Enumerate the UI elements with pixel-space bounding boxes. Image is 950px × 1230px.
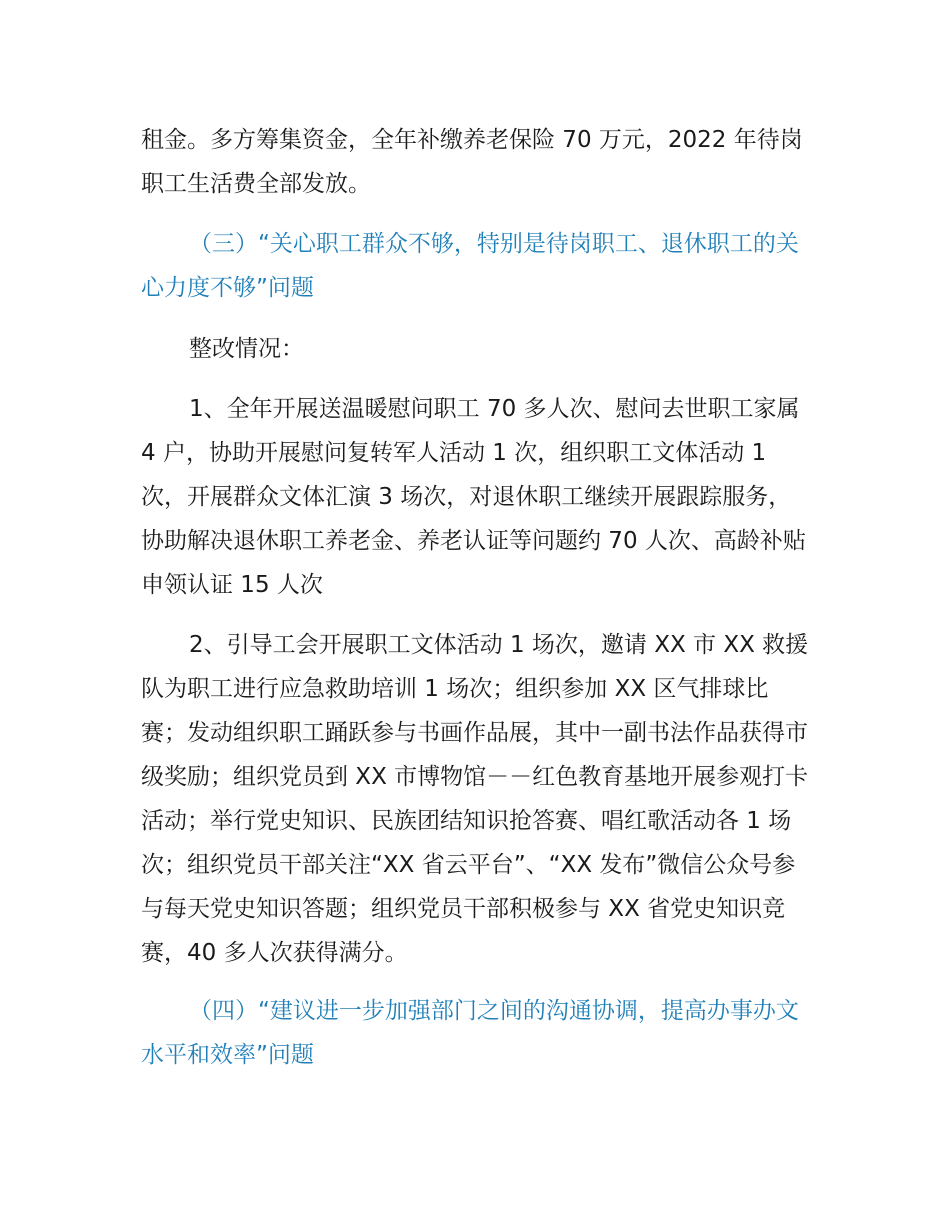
- document-body: [141, 118, 813, 1077]
- section-heading-3: （三）“关心职工群众不够，特别是待岗职工、退休职工的关心力度不够”问题: [141, 231, 799, 301]
- paragraph-continuation: 租金。多方筹集资金，全年补缴养老保险 70 万元，2022 年待岗职工生活费全部发放。: [141, 127, 803, 197]
- section-heading-4: （四）“建议进一步加强部门之间的沟通协调，提高办事办文水平和效率”问题: [141, 998, 799, 1068]
- rectification-label: 整改情况：: [189, 336, 304, 362]
- paragraph-item-1: 1、全年开展送温暖慰问职工 70 多人次、慰问去世职工家属 4 户，协助开展慰问复转军人活动 1 次，组织职工文体活动 1 次，开展群众文体汇演 3 场次，对退休职工继续开展跟踪服务，协助解决退休职工养老金、养老认证等问题约 70 人次、高龄补贴申领认证 15 人次: [141, 396, 807, 598]
- paragraph-item-2: 2、引导工会开展职工文体活动 1 场次，邀请 XX 市 XX 救援队为职工进行应急救助培训 1 场次；组织参加 XX 区气排球比赛；发动组织职工踊跃参与书画作品展，其中一副书法作品获得市级奖励；组织党员到 XX 市博物馆－－红色教育基地开展参观打卡活动；举行党史知识、民族团结知识抢答赛、唱红歌活动各 1 场次；组织党员干部关注“XX 省云平台”、“XX 发布”微信公众号参与每天党史知识答题；组织党员干部积极参与 XX 省党史知识竞赛，40 多人次获得满分。: [141, 632, 809, 966]
